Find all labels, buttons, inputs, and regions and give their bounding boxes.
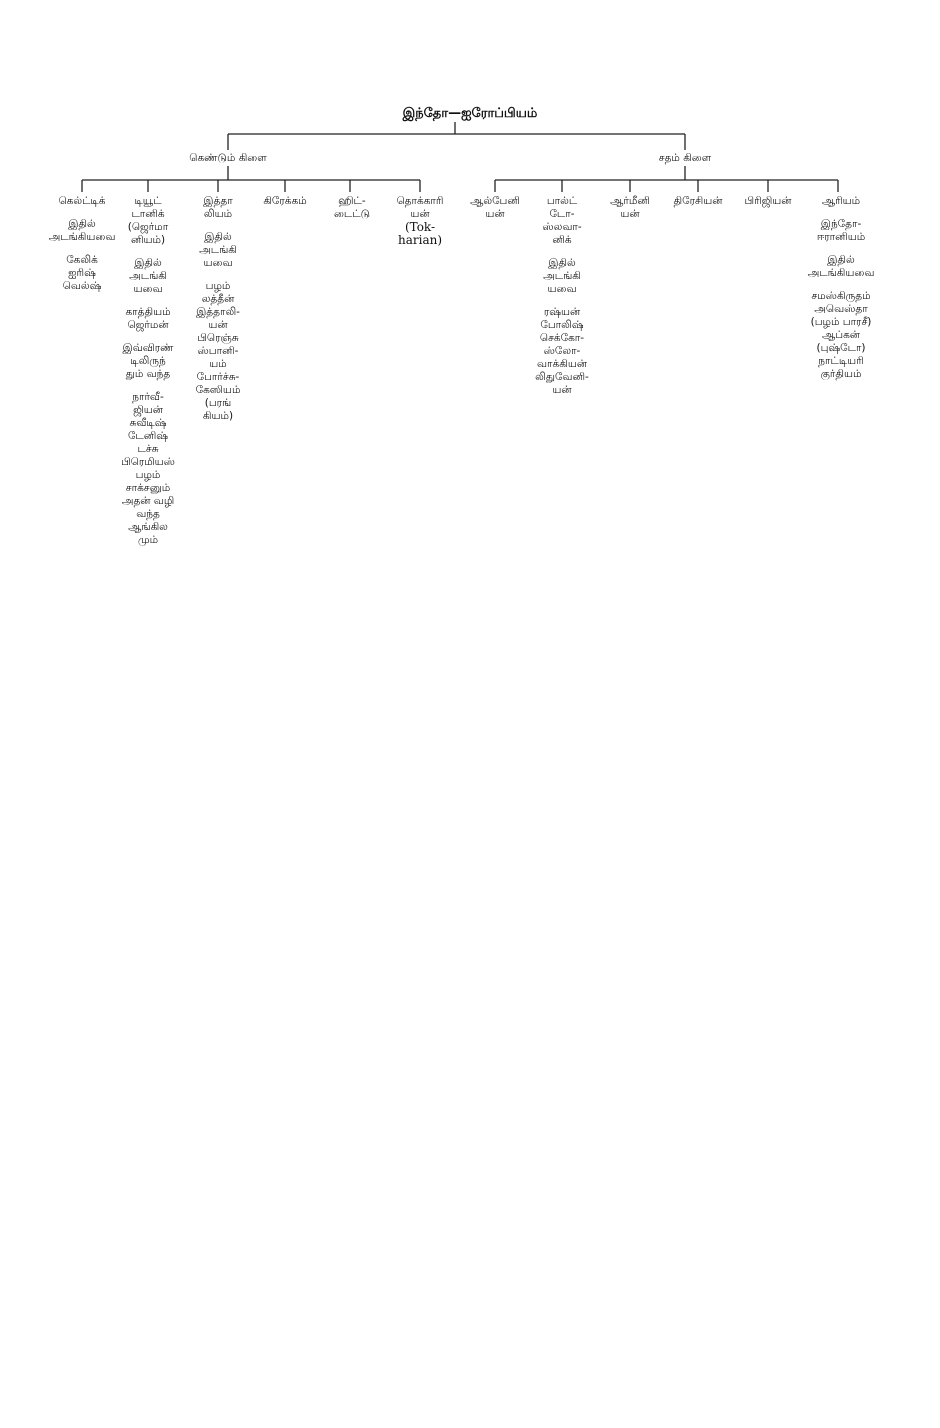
lang-teutonic-members-a: காத்தியம் ஜெர்மன் <box>125 306 171 331</box>
lang-teutonic-members-c: நார்வீ- ஜியன் சுவீடிஷ் டேனிஷ் டச்சு பிரெமியஸ் பழம் சாக்சனும் அதன் வழி வந்த ஆங்கில மும் <box>121 391 175 546</box>
lang-tokharian-name: தொக்காரி யன் <box>396 195 444 220</box>
lang-greek <box>250 195 320 208</box>
lang-armenian-name: ஆர்மீனி யன் <box>610 195 650 220</box>
lang-teutonic-subheading: இதில் அடங்கி யவை <box>129 257 167 295</box>
root-node-indo-european: இந்தோ—ஐரோப்பியம் <box>402 106 538 121</box>
lang-keltic-members: கேலிக் ஐரிஷ் வெல்ஷ் <box>62 254 102 292</box>
branch-kentum <box>178 152 278 165</box>
lang-baltoslavic-subheading: இதில் அடங்கி யவை <box>543 257 581 295</box>
lang-thracian <box>662 195 734 208</box>
lang-teutonic-name: டியூட் டானிக் (ஜெர்மா னியம்) <box>127 195 169 246</box>
lang-keltic-name: கெல்ட்டிக் <box>58 195 106 207</box>
lang-tokharian-latin: (Tok- harian) <box>397 220 443 247</box>
lang-aryan <box>796 195 886 381</box>
branch-kentum-label: கெண்டும் கிளை <box>189 152 267 164</box>
lang-italic-subheading: இதில் அடங்கி யவை <box>199 231 237 269</box>
lang-albanian-name: ஆல்பேனி யன் <box>470 195 520 220</box>
lang-teutonic-members-b: இவ்விரண் டிலிருந் தும் வந்த <box>122 342 174 380</box>
lang-aryan-members: சமஸ்கிருதம் அவெஸ்தா (பழம் பாரசீ) ஆப்கன் (புஷ்டோ) நாட்டியரி குர்தியம் <box>810 290 872 380</box>
lang-thracian-name: திரேசியன் <box>673 195 723 207</box>
lang-aryan-subheading: இதில் அடங்கியவை <box>807 254 875 279</box>
lang-italic <box>180 195 256 423</box>
lang-tokharian <box>384 195 456 247</box>
lang-hittite-name: ஹிட்- டைட்டு <box>333 195 371 220</box>
lang-aryan-name: ஆரியம் <box>821 195 861 207</box>
lang-italic-members: பழம் லத்தீன் இத்தாலி- யன் பிரெஞ்சு ஸ்பானி- யம் போர்ச்சு- கேஸியம் (பரங் கியம்) <box>195 280 241 422</box>
lang-armenian <box>596 195 664 221</box>
lang-aryan-name2: இந்தோ- ஈரானியம் <box>816 218 866 243</box>
lang-teutonic <box>110 195 186 547</box>
lang-hittite <box>320 195 384 221</box>
lang-italic-name: இத்தா லியம் <box>203 195 233 220</box>
lang-phrygian-name: பிரிஜியன் <box>744 195 792 207</box>
lang-phrygian <box>732 195 804 208</box>
lang-keltic-subheading: இதில் அடங்கியவை <box>48 218 116 243</box>
branch-satam-label: சதம் கிளை <box>658 152 712 164</box>
lang-baltoslavic-name: பால்ட் டோ- ஸ்லவா- னிக் <box>542 195 582 246</box>
lang-baltoslavic-members: ரஷ்யன் போலிஷ் செக்கோ- ஸ்லோ- வாக்கியன் லிதுவேனி- யன் <box>535 306 589 396</box>
lang-baltoslavic <box>526 195 598 397</box>
lang-albanian <box>460 195 530 221</box>
branch-satam <box>635 152 735 165</box>
lang-greek-name: கிரேக்கம் <box>263 195 307 207</box>
